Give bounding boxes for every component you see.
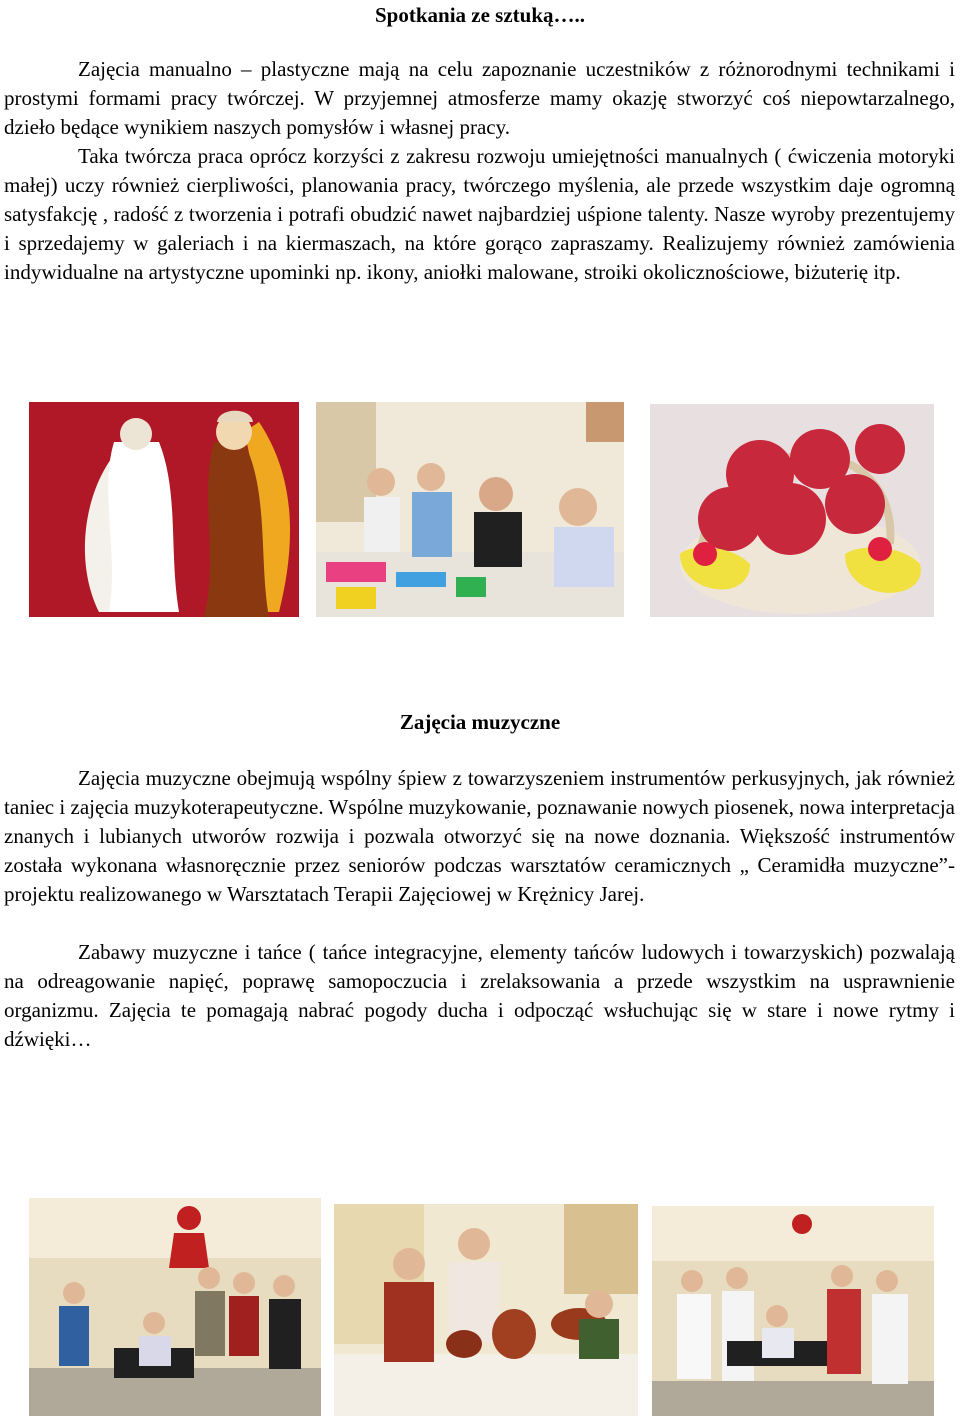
section-heading-music: Zajęcia muzyczne [399,710,561,734]
section-heading-art: Spotkania ze sztuką….. [374,3,586,27]
art-paragraph-2: Taka twórcza praca oprócz korzyści z zakresu rozwoju umiejętności manualnych ( ćwiczenia motoryki małej) uczy również cierpliwości, planowania pracy, twórczego myślenia, ale przede wszystkim daje ogromną satysfakcję , radość z tworzenia i potrafi obudzić nawet najbardziej uśpione talenty. Nasze wyroby prezentujemy i sprzedajemy w galeriach i na kiermaszach, na które gorąco zapraszamy. Realizujemy również zamówienia indywidualne na artystyczne upominki np. ikony, aniołki malowane, stroiki okolicznościowe, biżuterię itp. [4,144,955,284]
photo-angels [29,402,299,617]
photo-ceramics-workshop [334,1204,638,1416]
photo-music-band [29,1198,321,1416]
music-paragraph-2: Zabawy muzyczne i tańce ( tańce integracyjne, elementy tańców ludowych i towarzyskich) pozwalają na odreagowanie napięć, poprawę samopoczucia i zrelaksowania a przede wszystkim na usprawnienie organizmu. Zajęcia te pomagają nabrać pogody ducha i odpocząć wsłuchując się w stare i nowe rytmy i dźwięki… [4,940,955,1051]
photo-paper-roses [650,404,934,617]
photo-craft-workshop [316,402,624,617]
photo-dance-performance [652,1206,934,1416]
art-paragraph-1: Zajęcia manualno – plastyczne mają na celu zapoznanie uczestników z różnorodnymi technikami i prostymi formami pracy twórczej. W przyjemnej atmosferze mamy okazję stworzyć coś niepowtarzalnego, dzieło będące wynikiem naszych pomysłów i własnej pracy. [4,57,955,139]
music-paragraph-1: Zajęcia muzyczne obejmują wspólny śpiew z towarzyszeniem instrumentów perkusyjnych, jak również taniec i zajęcia muzykoterapeutyczne. Wspólne muzykowanie, poznawanie nowych piosenek, nowa interpretacja znanych i lubianych utworów rozwija i pozwala otworzyć się na nowe doznania. Większość instrumentów została wykonana własnoręcznie przez seniorów podczas warsztatów ceramicznych „ Ceramidła muzyczne”- projektu realizowanego w Warsztatach Terapii Zajęciowej w Krężnicy Jarej. [4,766,955,906]
